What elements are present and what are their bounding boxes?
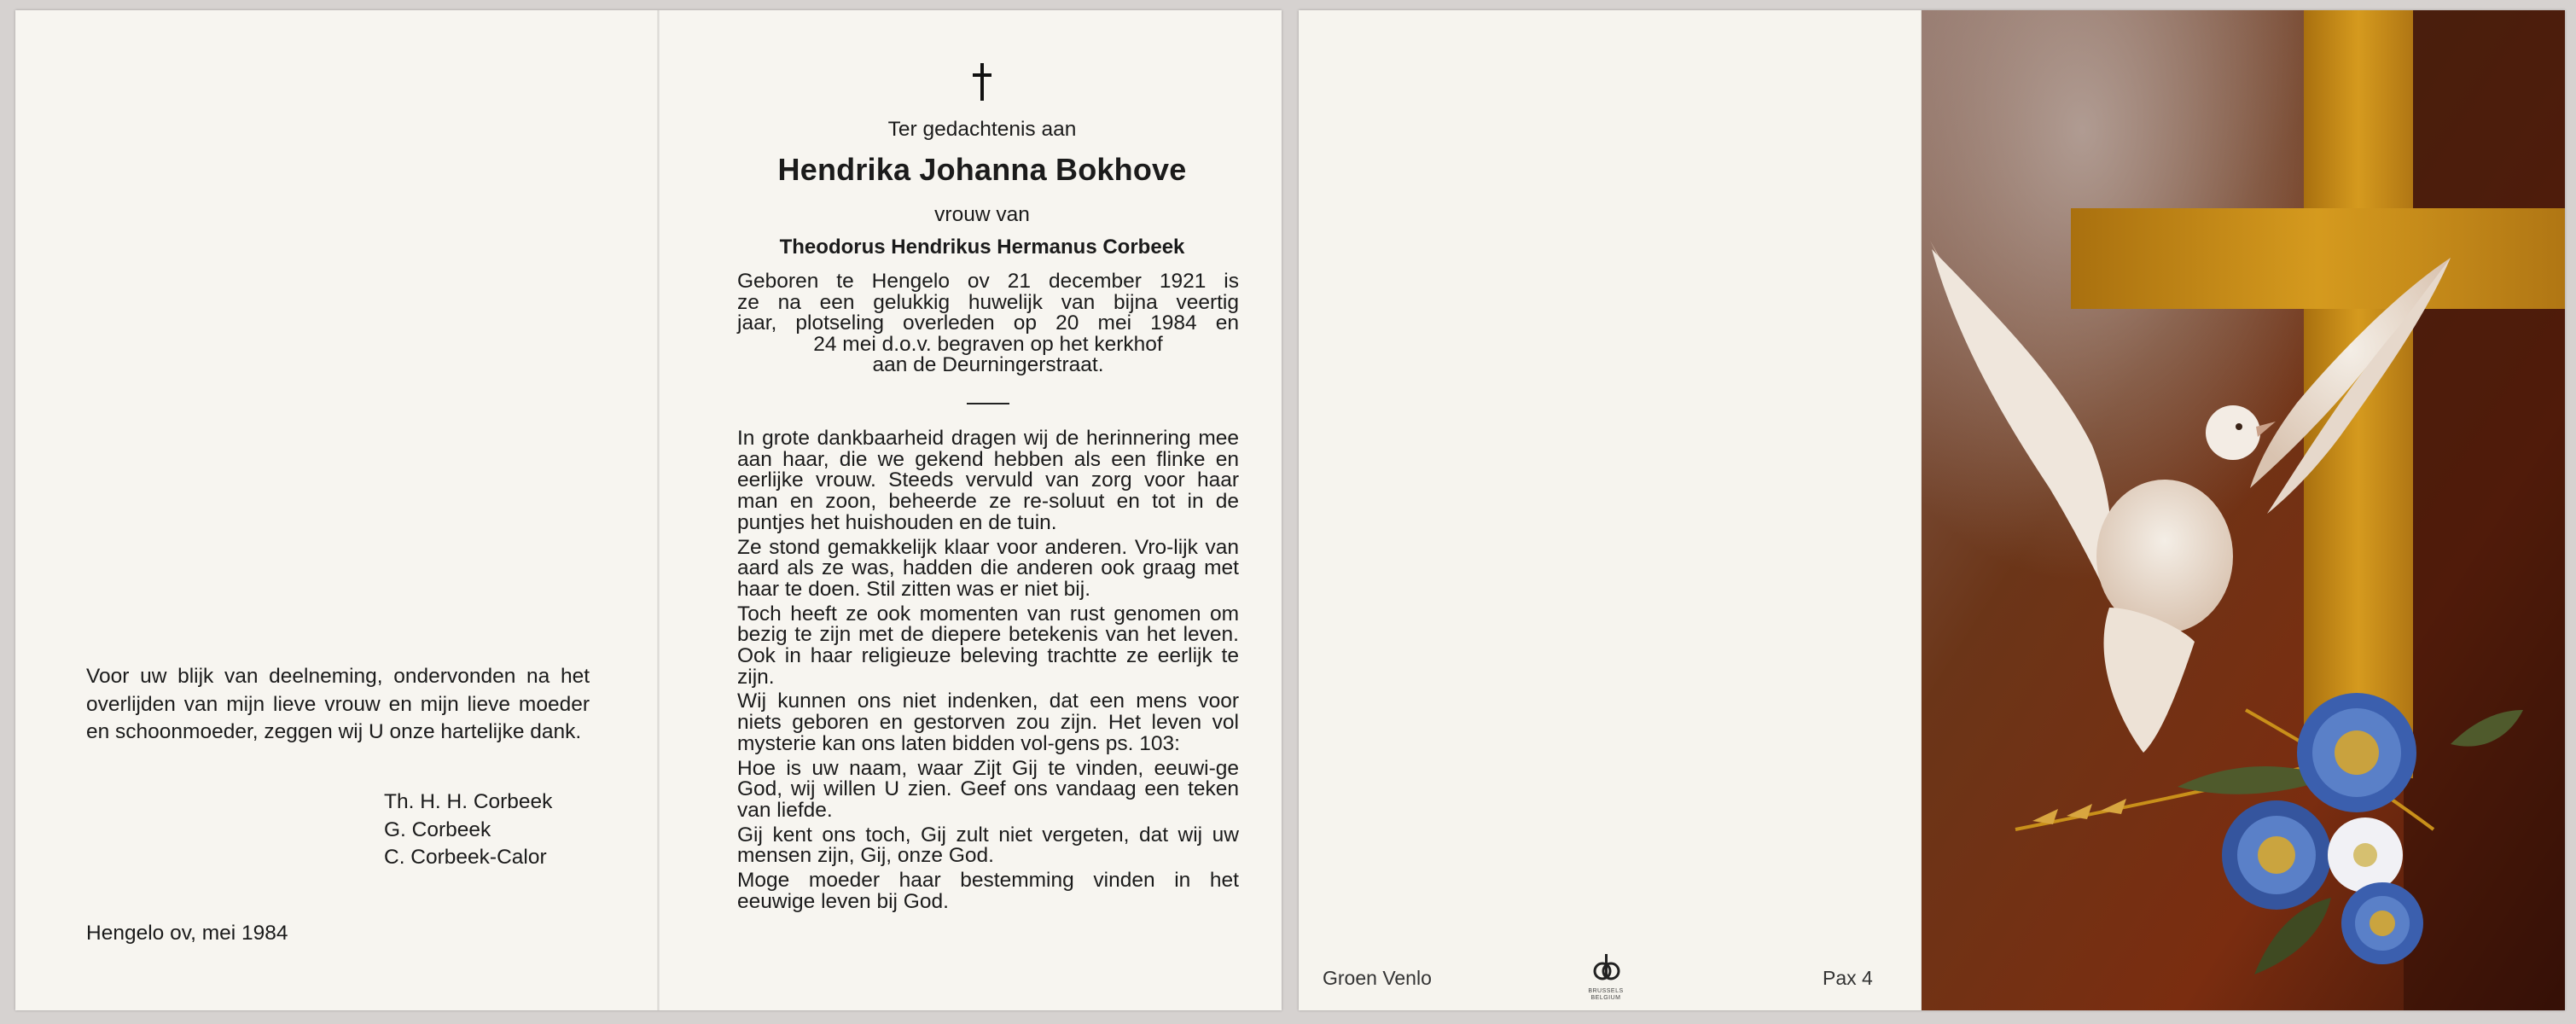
birth-line: jaar, plotseling overleden op 20 mei 1984 en [737, 311, 1239, 335]
memorial-paragraph: Gij kent ons toch, Gij zult niet vergeten, dat wij uw mensen zijn, Gij, onze God. [737, 823, 1239, 868]
birth-death-text [737, 271, 1239, 376]
memorial-paragraph: Ze stond gemakkelijk klaar voor anderen. Vro-lijk van aard als ze was, hadden die anderen ook graag met haar te doen. Stil zitten was er niet bij. [737, 535, 1239, 601]
signature-line: Th. H. H. Corbeek [384, 790, 553, 813]
card-series: Pax 4 [1823, 967, 1873, 989]
divider [967, 403, 1009, 404]
cross-icon [973, 63, 991, 101]
burial-line: aan de Deurningerstraat. [872, 353, 1104, 376]
memorial-card-inner [15, 10, 1282, 1010]
husband-name: Theodorus Hendrikus Hermanus Corbeek [779, 236, 1185, 259]
memorial-card-outer [1299, 10, 2565, 1010]
birth-line: ze na een gelukkig huwelijk van bijna veertig [737, 290, 1239, 314]
publisher-logo-icon: BRUSSELS BELGIUM [1579, 951, 1633, 1002]
in-memory-heading: Ter gedachtenis aan [887, 118, 1077, 141]
memorial-paragraph: Wij kunnen ons niet indenken, dat een mens voor niets geboren en gestorven zou zijn. Het leven vol mysterie kan ons laten bidden vol-gens ps. 103: [737, 689, 1239, 755]
memorial-text-panel [722, 10, 1242, 1010]
memorial-body [737, 428, 1239, 916]
birth-line: Geboren te Hengelo ov 21 december 1921 is [737, 270, 1239, 293]
printer-name: Groen Venlo [1323, 967, 1432, 989]
card-fold [657, 10, 660, 1010]
deceased-name: Hendrika Johanna Bokhove [777, 152, 1187, 187]
memorial-paragraph: Toch heeft ze ook momenten van rust genomen om bezig te zijn met de diepere betekenis van het leven. Ook in haar religieuze beleving trachtte ze eerlijk te zijn. [737, 602, 1239, 689]
memorial-paragraph: In grote dankbaarheid dragen wij de herinnering mee aan haar, die we gekend hebben als een flinke en eerlijke vrouw. Steeds vervuld van zorg voor haar man en zoon, beheerde ze re-soluut en tot in de puntjes het huishouden en de tuin. [737, 427, 1239, 534]
signature-line: C. Corbeek-Calor [384, 846, 547, 869]
memorial-paragraph: Hoe is uw naam, waar Zijt Gij te vinden, eeuwi-ge God, wij willen U zien. Geef ons vandaag een teken van liefde. [737, 756, 1239, 822]
wife-of-label: vrouw van [934, 203, 1030, 226]
dove-cross-flowers-illustration [1922, 10, 2565, 1010]
signatures [384, 788, 552, 872]
signature-line: G. Corbeek [384, 817, 491, 841]
thanks-text: Voor uw blijk van deelneming, ondervonden na het overlijden van mijn lieve vrouw en mijn lieve moeder en schoonmoeder, zeggen wij U onze hartelijke dank. [86, 665, 590, 743]
memorial-paragraph: Moge moeder haar bestemming vinden in het eeuwige leven bij God. [737, 869, 1239, 913]
place-date: Hengelo ov, mei 1984 [86, 922, 288, 945]
burial-line: 24 mei d.o.v. begraven op het kerkhof [813, 332, 1163, 356]
